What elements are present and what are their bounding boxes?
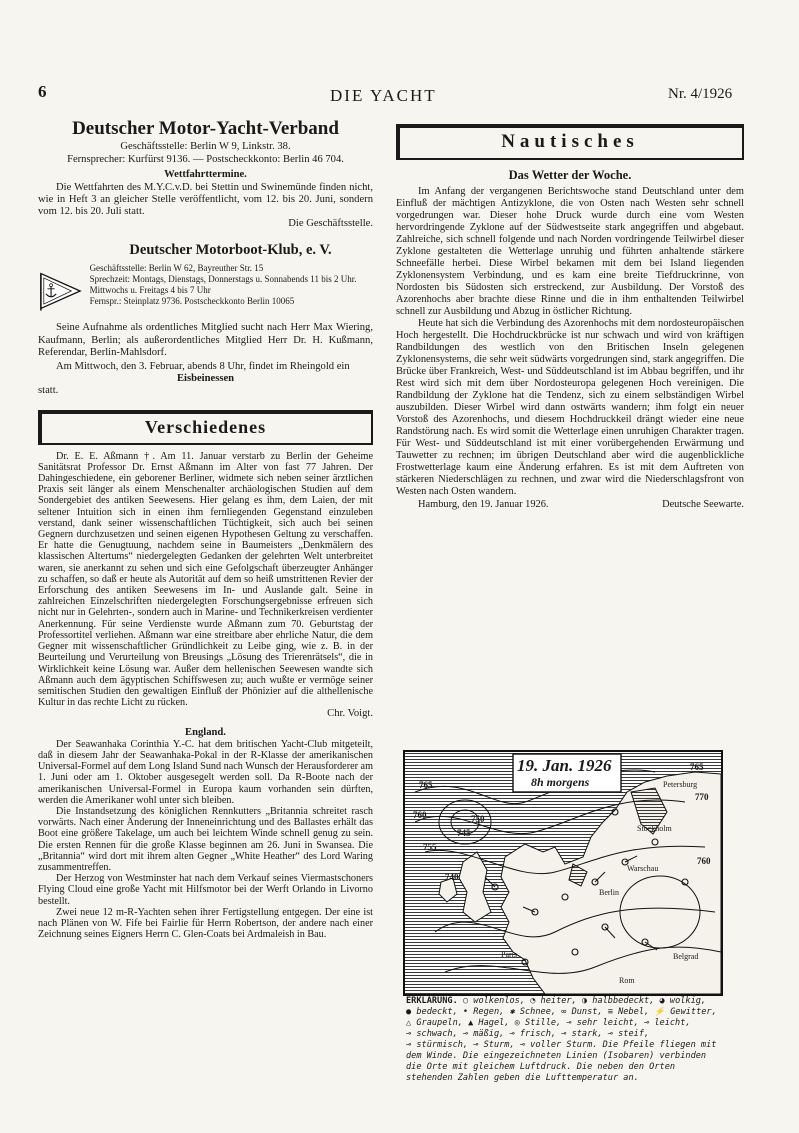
dmyv-title: Deutscher Motor-Yacht-Verband — [72, 118, 339, 139]
isobar-label: 770 — [695, 792, 709, 802]
england-paragraph-4: Zwei neue 12 m-R-Yachten sehen ihrer Fertigstellung entgegen. Der eine ist nach Plänen von W. Fife bei Fairlie für Herrn Robertson, der andere nach einer Zeichnung seines Eigners Herrn C. Glen-Coats bei Ardmaleish in Bau. — [38, 906, 373, 941]
dmyv-signature: Die Geschäftsstelle. — [288, 218, 373, 230]
journal-title: DIE YACHT — [330, 86, 437, 105]
legend-line: stehenden Zahlen geben die Lufttemperatur an. — [406, 1073, 639, 1083]
isobar-label: 760 — [413, 810, 427, 820]
weather-paragraph-1: Im Anfang der vergangenen Berichtswoche stand Deutschland unter dem Einfluß der mächtigen Antizyklone, die von Osten nach Westen sehr schnell vorgedrungen war. Dieser hohe Druck wurde durch eine vom Westen hervordringende Zyklone auf der Südwestseite stark angegriffen und abgebaut. Zahlreiche, sich schnell folgende und nach Norden vordringende Teilwirbel dieser Zyklone gestalteten die Wetterlage unruhig und führten anhaltende stärkere Schneefälle herbei. Diese Wirbel bekamen mit dem bei Island liegenden Zyklonensystem Verbindung, und es kam eine breite Tiefdruckrinne, von Nordosten bis Südosten sich erstreckend, zur Ausbildung. Der Vorstoß des Azorenhochs aber brachte diese Rinne und die in ihm enthaltenden Teilwirbel schnell zur Ausbildung und Abzug in östlicher Richtung. — [396, 186, 744, 317]
england-paragraph-1: Der Seawanhaka Corinthia Y.-C. hat dem britischen Yacht-Club mitgeteilt, daß in diesem Jahr der Seawanhaka-Pokal in der R-Klasse der amerikanischen Universal-Formel auf dem Long Island Sund nach Wunsch der Herausforderer am 1. Juni oder am 1. Oktober ausgesegelt werden soll. Da R-Boote nach der amerikanischen Universal-Formel in Europa kaum vorhanden sein dürften, werden die Amerikaner wohl unter sich bleiben. — [38, 738, 373, 806]
dmk-meeting-end: statt. — [38, 385, 59, 397]
dmk-office-line-2: Sprechzeit: Montags, Dienstags, Donnerstags u. Sonnabends 11 bis 2 Uhr. Mittwochs u. Freitags 4 bis 7 Uhr — [89, 274, 357, 296]
page-number: 6 — [38, 82, 47, 101]
issue-number: Nr. 4/1926 — [668, 86, 733, 102]
dateline-text: Hamburg, den 19. Januar 1926. — [418, 499, 549, 510]
isobar-label: 765 — [419, 780, 433, 790]
dmk-office-line-1: Geschäftsstelle: Berlin W 62, Bayreuther Str. 15 — [89, 263, 264, 274]
england-paragraph-2: Die Instandsetzung des königlichen Rennkutters „Britannia schreitet rasch vorwärts. Nach einer Änderung der Inneneinrichtung und des Ballastes erhält das Boot eine größere Takelage, um auch bei leichtem Winde schnell genug zu sein. Die ersten Rennen für die große Klasse beginnen am 26. Juni in Swansea. Die „Britannia“ wird dort mit ihrem alten Gegner „White Heather“ des Lord Waring zusammentreffen. — [38, 805, 373, 873]
england-heading: England. — [185, 726, 226, 738]
place-label: Berlin — [599, 888, 619, 897]
dmyv-events-heading: Wettfahrttermine. — [164, 169, 247, 181]
dmyv-office: Geschäftsstelle: Berlin W 9, Linkstr. 38. — [120, 141, 291, 152]
place-label: Paris — [501, 950, 517, 959]
legend-line: die Orte mit gleichem Luftdruck. Die neben den Orten — [406, 1062, 676, 1072]
legend-line: ⊸ stürmisch, ⊸ Sturm, ⊸ voller Sturm. Die Pfeile fliegen mit — [406, 1040, 717, 1050]
dmk-office-line-3: Fernspr.: Steinplatz 9736. Postscheckkonto Berlin 10065 — [89, 296, 295, 307]
left-column — [38, 118, 373, 940]
dmk-meeting: Am Mittwoch, den 3. Februar, abends 8 Uhr, findet im Rheingold ein — [56, 361, 350, 373]
legend-line: △ Graupeln, ▲ Hagel, ◎ Stille, ⊸ sehr leicht, ⊸ leicht, — [406, 1018, 691, 1028]
place-label: Petersburg — [663, 780, 698, 789]
nautisches-title: Nautisches — [396, 124, 744, 160]
isobar-label: 765 — [690, 762, 704, 772]
dmk-meeting-event: Eisbeinessen — [176, 373, 235, 385]
legend-title: ERKLÄRUNG. — [406, 996, 458, 1006]
map-legend — [406, 996, 728, 1084]
verschiedenes-title: Verschiedenes — [38, 410, 373, 445]
map-date-label: 19. Jan. 1926 — [517, 756, 612, 775]
place-label: Rom — [619, 976, 635, 985]
isobar-label: 740 — [445, 872, 459, 882]
isobar-label: 750 — [471, 814, 485, 824]
obituary-text: Dr. E. E. Aßmann †. Am 11. Januar verstarb zu Berlin der Geheime Sanitätsrat Professor Dr. Ernst Aßmann im Alter von fast 77 Jahren. Der Dahingeschiedene, ein geborener Berliner, widmete sich neben seiner ärztlichen Praxis seit länger als einem Menschenalter archäologischen Studien auf dem Sondergebiet des antiken Seewesens. Hier gelang es ihm, dem Laien, der mit seltener Intuition sich in einen ihm fernliegenden Gegenstand einzuleben verstand, dank seiner wissenschaftlichen Tüchtigkeit, sich auch bei seinen Gegnern durchzusetzen und seinen eigenen Hypothesen Geltung zu verschaffen. Er hatte die Genugtuung, nachdem seine in Baumeisters „Denkmälern des klassischen Altertums“ niedergelegten Gedanken der gelehrten Welt unterbreitet waren, sie anerkannt zu sehen und sich eine Gefolgschaft überzeugter Anhänger zu schaffen, so daß er heute als Autorität auf dem so heiß umstrittenen Revier der Erforschung des antiken Seewesens im In- und Auslande galt. Seine in zahlreichen Einzelschriften niedergelegten Forschungsergebnisse erfreuen sich nicht nur in Gelehrten-, sondern auch in Marine- und Technikerkreisen verdienter Anerkennung. Für seine Verdienste wurde Aßmann zum 70. Geburtstag der Professortitel verliehen. Aßmann war eine streitbare aber ehrliche Natur, die dem Gegner mit wissenschaftlicher Gründlichkeit zu Leibe ging, wie z. B. in der Beurteilung und Verurteilung von Breusings „Lösung des Trierenrätsels“, die in Wirklichkeit keine Lösung war. Außer dem hellenischen Seewesen wandte sich Aßmann auch dem ägyptischen Schiffswesen zu; auch wußte er vermöge seiner semitischen Studien den gewaltigen Einfluß der Phönizier auf die althellenische Kultur in das rechte Licht zu rücken. — [38, 450, 373, 709]
isobar-label: 760 — [697, 856, 711, 866]
place-label: Stockholm — [637, 824, 672, 833]
map-time-label: 8h morgens — [531, 775, 590, 789]
weather-map — [403, 750, 723, 996]
legend-line: ● bedeckt, • Regen, ✱ Schnee, ∞ Dunst, ≡ Nebel, ⚡ Gewitter, — [406, 1007, 717, 1017]
weather-heading: Das Wetter der Woche. — [508, 168, 632, 182]
dmyv-phone: Fernsprecher: Kurfürst 9136. — Postscheckkonto: Berlin 46 704. — [67, 154, 344, 166]
legend-line: dem Winde. Die eingezeichneten Linien (Isobaren) verbinden — [406, 1051, 707, 1061]
place-label: Warschau — [627, 864, 659, 873]
right-column — [396, 124, 744, 511]
england-paragraph-3: Der Herzog von Westminster hat nach dem Verkauf seines Viermastschoners Flying Cloud eine große Yacht mit Hilfsmotor bei der Werft Orlando in Livorno bestellt. — [38, 873, 373, 907]
weather-dateline — [396, 499, 744, 511]
club-pennant-logo — [38, 263, 82, 319]
dmk-title: Deutscher Motorboot-Klub, e. V. — [129, 242, 332, 259]
dmyv-events-text: Die Wettfahrten des M.Y.C.v.D. bei Stettin und Swinemünde finden nicht, wie in Heft 3 an gleicher Stelle veröffentlicht, vom 12. bis 20. Juni, sondern vom 12. bis 20. Juli statt. — [38, 181, 373, 218]
isobar-label: 755 — [423, 842, 437, 852]
dmk-office-block — [38, 263, 373, 319]
dmk-membership: Seine Aufnahme als ordentliches Mitglied sucht nach Herr Max Wiering, Kaufmann, Berlin; als außerordentliches Mitglied Herr Dr. H. Kußmann, Referendar, Berlin-Mahlsdorf. — [38, 322, 373, 358]
weather-paragraph-2: Heute hat sich die Verbindung des Azorenhochs mit dem nordosteuropäischen Hoch hergestellt. Die Hochdruckbrücke ist nur schwach und wird von kräftigen Randbildungen des westlich von den Britischen Inseln gelegenen Zyklonensystems, die sehr weit südwärts vorgedrungen sind, stark angegriffen. Die Brücke über Frankreich, West- und Süddeutschland ist im Abbau begriffen, und ihr Rest wird sich mit dem über Nordosteuropa gelegenen Hoch vereinigen. Die Randbildung der Zyklone hat die Tendenz, sich zu einem selbständigen Wirbel auszubilden. Dieser Wirbel wird dann ostwärts wandern; ihm folgt ein neuer Vorstoß des Azorenhochs, und diesem Hochdruckkeil drängt wieder eine neue Randstörung nach. Es wird somit die Wetterlage einen unruhigen Charakter tragen. Für West- und Süddeutschland ist mit einer vorübergehenden Erwärmung und Tauwetter zu rechnen; im übrigen Deutschland aber wird die augenblickliche Frostwetterlage kaum eine Änderung erfahren. Es ist mit dem Auftreten von stärkeren Niederschlägen zu rechnen, und zwar wird die Niederschlagsfront von Westen nach Osten wandern. — [396, 318, 744, 497]
obituary-author: Chr. Voigt. — [327, 708, 373, 720]
source-text: Deutsche Seewarte. — [662, 499, 744, 510]
isobar-label: 745 — [457, 828, 471, 838]
legend-line: ⊸ schwach, ⊸ mäßig, ⊸ frisch, ⊸ stark, ⊸ steif, — [406, 1029, 650, 1039]
legend-line: ○ wolkenlos, ◔ heiter, ◑ halbbedeckt, ◕ wolkig, — [462, 996, 707, 1006]
place-label: Belgrad — [673, 952, 699, 961]
